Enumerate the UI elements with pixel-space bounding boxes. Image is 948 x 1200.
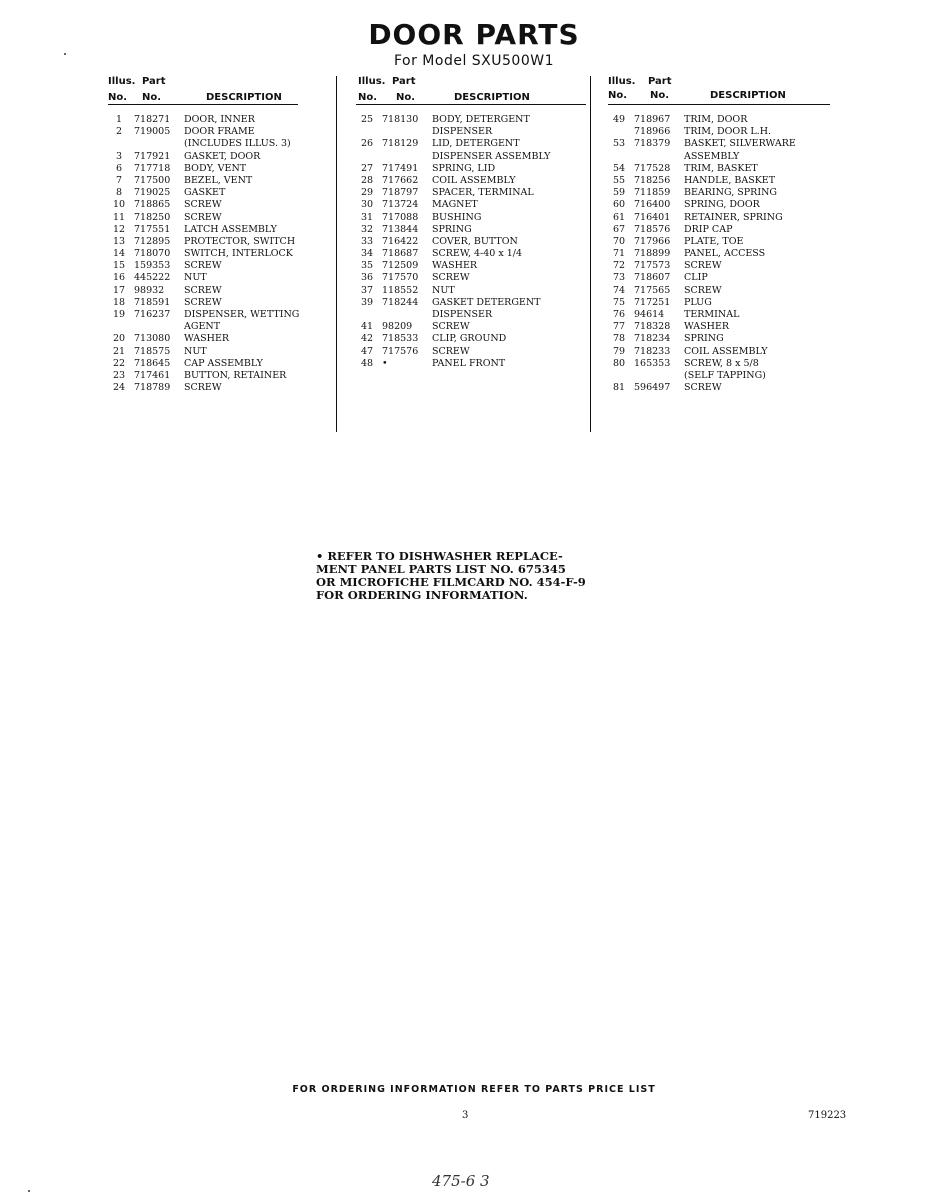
- part-description: WASHER: [684, 321, 730, 333]
- illus-number: 21: [112, 345, 126, 357]
- part-description: CLIP: [684, 272, 708, 284]
- parts-column-2: [356, 74, 588, 369]
- part-description: DRIP CAP: [684, 223, 733, 235]
- part-number: 719005: [134, 126, 171, 138]
- part-description: DISPENSER, WETTING: [184, 309, 300, 320]
- part-number: 718130: [382, 114, 419, 125]
- illus-number: 1: [115, 114, 123, 125]
- header-rule: [608, 104, 830, 105]
- illus-number: 23: [112, 369, 126, 381]
- part-number: 717461: [134, 369, 171, 381]
- header-description: DESCRIPTION: [710, 90, 786, 101]
- part-number: 717576: [382, 345, 419, 357]
- header-description: DESCRIPTION: [454, 92, 530, 103]
- illus-number: 39: [360, 296, 374, 308]
- illus-number: 6: [115, 162, 123, 174]
- part-number: 718687: [382, 248, 419, 260]
- illus-number: 75: [612, 296, 626, 308]
- part-description: DOOR, INNER: [184, 114, 255, 125]
- part-number: 596497: [634, 382, 671, 394]
- illus-number: 80: [612, 357, 626, 369]
- part-number: 713724: [382, 199, 419, 211]
- illus-number: 36: [360, 272, 374, 284]
- note-line: OR MICROFICHE FILMCARD NO. 454-F-9: [316, 575, 586, 589]
- part-description: SCREW, 8 x 5/8: [684, 357, 759, 369]
- part-description: BEZEL, VENT: [184, 174, 253, 186]
- part-number: 717966: [634, 235, 671, 247]
- part-number: 718328: [634, 321, 671, 333]
- part-description: COIL ASSEMBLY: [684, 345, 768, 357]
- part-number: 712509: [382, 260, 419, 272]
- illus-number: 26: [360, 138, 374, 150]
- part-number: 716237: [134, 309, 171, 320]
- column-divider: [590, 76, 591, 432]
- parts-column-3: [608, 74, 836, 394]
- part-number: 717570: [382, 272, 419, 284]
- part-description: SCREW: [184, 260, 222, 272]
- illus-number: 53: [612, 138, 626, 150]
- header-illus: Illus.: [608, 76, 636, 87]
- part-number: 716422: [382, 235, 419, 247]
- part-description: BEARING, SPRING: [684, 187, 777, 199]
- illus-number: 10: [112, 199, 126, 211]
- header-no-part: No.: [650, 90, 670, 101]
- scan-speck: [28, 1190, 30, 1192]
- illus-number: 81: [612, 382, 626, 394]
- part-number: 717551: [134, 223, 171, 235]
- header-rule: [108, 104, 298, 105]
- illus-number: 17: [112, 284, 126, 296]
- part-description: NUT: [184, 272, 207, 284]
- illus-number: 22: [112, 357, 126, 369]
- part-number: 718533: [382, 333, 419, 345]
- illus-number: 33: [360, 235, 374, 247]
- part-description: DOOR FRAME: [184, 126, 255, 138]
- part-description: PROTECTOR, SWITCH: [184, 235, 296, 247]
- part-description: SCREW: [432, 272, 470, 284]
- part-number: 118552: [382, 284, 419, 296]
- header-illus: Illus.: [358, 76, 386, 87]
- part-description: NUT: [184, 345, 207, 357]
- part-description: TRIM, DOOR L.H.: [684, 126, 772, 138]
- part-number: 717921: [134, 150, 171, 162]
- part-number: 159353: [134, 260, 171, 272]
- illus-number: 18: [112, 296, 126, 308]
- part-description: DISPENSER ASSEMBLY: [432, 150, 551, 162]
- illus-number: 41: [360, 321, 374, 333]
- part-description: SPRING, DOOR: [684, 199, 760, 211]
- part-description: SCREW: [684, 260, 722, 272]
- part-description: SCREW, 4-40 x 1/4: [432, 248, 523, 260]
- illus-number: 24: [112, 382, 126, 394]
- illus-number: 78: [612, 333, 626, 345]
- part-number: 717565: [634, 284, 671, 296]
- part-description: BUSHING: [432, 211, 482, 223]
- part-description: BODY, VENT: [184, 162, 247, 174]
- part-number: 718070: [134, 248, 171, 260]
- part-number: 711859: [634, 187, 671, 199]
- part-description: GASKET, DOOR: [184, 150, 261, 162]
- header-illus: Illus.: [108, 76, 136, 87]
- part-description: AGENT: [184, 321, 221, 333]
- header-part: Part: [142, 76, 166, 87]
- illus-number: 11: [112, 211, 126, 223]
- illus-number: 13: [112, 235, 126, 247]
- part-description: GASKET: [184, 187, 226, 199]
- part-description: (SELF TAPPING): [684, 369, 766, 381]
- illus-number: 31: [360, 211, 374, 223]
- part-description: TRIM, DOOR: [684, 114, 748, 125]
- part-number: 717528: [634, 162, 671, 174]
- part-number: 717573: [634, 260, 671, 272]
- part-number: 718966: [634, 126, 671, 138]
- header-no-part: No.: [142, 92, 162, 103]
- illus-number: 71: [612, 248, 626, 260]
- part-number: 719025: [134, 187, 171, 199]
- header-description: DESCRIPTION: [206, 92, 282, 103]
- part-number: 718233: [634, 345, 671, 357]
- page-title: DOOR PARTS: [368, 18, 580, 51]
- part-number: 98932: [134, 284, 165, 296]
- illus-number: 14: [112, 248, 126, 260]
- illus-number: 77: [612, 321, 626, 333]
- illus-number: 15: [112, 260, 126, 272]
- part-number: 718576: [634, 223, 671, 235]
- illus-number: 28: [360, 174, 374, 186]
- illus-number: 59: [612, 187, 626, 199]
- illus-number: 60: [612, 199, 626, 211]
- scan-speck: [64, 53, 66, 55]
- header-no-part: No.: [396, 92, 416, 103]
- illus-number: 42: [360, 333, 374, 345]
- part-number: 718607: [634, 272, 671, 284]
- part-number: 718234: [634, 333, 671, 345]
- part-number: 718250: [134, 211, 171, 223]
- part-number: 716400: [634, 199, 671, 211]
- replacement-panel-note: [316, 550, 616, 602]
- part-number: 718789: [134, 382, 171, 394]
- part-description: SCREW: [432, 321, 470, 333]
- part-description: PANEL FRONT: [432, 357, 506, 369]
- column-header: [108, 74, 330, 106]
- illus-number: 74: [612, 284, 626, 296]
- part-number: •: [382, 357, 388, 369]
- illus-number: 67: [612, 223, 626, 235]
- illus-number: 30: [360, 199, 374, 211]
- illus-number: 27: [360, 162, 374, 174]
- part-description: ASSEMBLY: [684, 150, 740, 162]
- part-number: 718967: [634, 114, 671, 125]
- part-description: SCREW: [684, 382, 722, 394]
- part-description: (INCLUDES ILLUS. 3): [184, 138, 291, 150]
- page-number: 3: [462, 1110, 469, 1121]
- part-number: 718271: [134, 114, 171, 125]
- part-description: COVER, BUTTON: [432, 235, 518, 247]
- illus-number: 73: [612, 272, 626, 284]
- part-number: 718575: [134, 345, 171, 357]
- part-description: SCREW: [432, 345, 470, 357]
- part-description: BUTTON, RETAINER: [184, 369, 287, 381]
- illus-number: 29: [360, 187, 374, 199]
- part-description: DISPENSER: [432, 126, 493, 138]
- part-number: 713844: [382, 223, 419, 235]
- illus-number: 19: [112, 309, 126, 320]
- part-number: 717718: [134, 162, 171, 174]
- column-header: [608, 74, 836, 106]
- part-description: SPRING: [684, 333, 724, 345]
- part-description: PLUG: [684, 296, 712, 308]
- part-number: 98209: [382, 321, 413, 333]
- part-description: PANEL, ACCESS: [684, 248, 766, 260]
- part-number: 718899: [634, 248, 671, 260]
- illus-number: 32: [360, 223, 374, 235]
- part-description: WASHER: [184, 333, 230, 345]
- part-number: 717088: [382, 211, 419, 223]
- column-header: [356, 74, 588, 106]
- part-number: 717662: [382, 174, 419, 186]
- part-description: SPRING, LID: [432, 162, 496, 174]
- part-number: 718379: [634, 138, 671, 150]
- part-description: SPACER, TERMINAL: [432, 187, 534, 199]
- part-description: SCREW: [184, 382, 222, 394]
- part-number: 717251: [634, 296, 671, 308]
- header-part: Part: [648, 76, 672, 87]
- illus-number: 79: [612, 345, 626, 357]
- part-description: SCREW: [184, 199, 222, 211]
- header-part: Part: [392, 76, 416, 87]
- illus-number: 34: [360, 248, 374, 260]
- header-no-illus: No.: [108, 92, 128, 103]
- parts-column-1: [108, 74, 330, 394]
- part-number: 718865: [134, 199, 171, 211]
- part-description: RETAINER, SPRING: [684, 211, 783, 223]
- part-number: 445222: [134, 272, 171, 284]
- part-description: BASKET, SILVERWARE: [684, 138, 796, 150]
- part-number: 718591: [134, 296, 171, 308]
- illus-number: 12: [112, 223, 126, 235]
- part-description: MAGNET: [432, 199, 478, 211]
- part-description: SCREW: [184, 284, 222, 296]
- handwritten-note: 475-6 3: [432, 1172, 490, 1190]
- illus-number: 70: [612, 235, 626, 247]
- part-description: SCREW: [684, 284, 722, 296]
- illus-number: 2: [115, 126, 123, 138]
- part-description: SCREW: [184, 211, 222, 223]
- illus-number: 49: [612, 114, 626, 125]
- part-description: BODY, DETERGENT: [432, 114, 530, 125]
- illus-number: 47: [360, 345, 374, 357]
- part-description: CLIP, GROUND: [432, 333, 507, 345]
- note-line: MENT PANEL PARTS LIST NO. 675345: [316, 562, 566, 576]
- illus-number: 72: [612, 260, 626, 272]
- part-number: 718129: [382, 138, 419, 150]
- part-number: 165353: [634, 357, 671, 369]
- part-description: SPRING: [432, 223, 472, 235]
- illus-number: 3: [115, 150, 123, 162]
- part-number: 717500: [134, 174, 171, 186]
- document-number: 719223: [808, 1110, 847, 1121]
- illus-number: 7: [115, 174, 123, 186]
- part-description: DISPENSER: [432, 309, 493, 320]
- illus-number: 16: [112, 272, 126, 284]
- header-no-illus: No.: [358, 92, 378, 103]
- header-no-illus: No.: [608, 90, 628, 101]
- part-description: GASKET DETERGENT: [432, 296, 541, 308]
- illus-number: 54: [612, 162, 626, 174]
- part-number: 712895: [134, 235, 171, 247]
- illus-number: 20: [112, 333, 126, 345]
- part-number: 718244: [382, 296, 419, 308]
- illus-number: 25: [360, 114, 374, 125]
- part-description: CAP ASSEMBLY: [184, 357, 263, 369]
- part-description: NUT: [432, 284, 455, 296]
- illus-number: 35: [360, 260, 374, 272]
- illus-number: 8: [115, 187, 123, 199]
- header-rule: [356, 104, 586, 105]
- part-number: 718645: [134, 357, 171, 369]
- ordering-footer: FOR ORDERING INFORMATION REFER TO PARTS PRICE LIST: [292, 1084, 656, 1095]
- part-description: LATCH ASSEMBLY: [184, 223, 277, 235]
- part-number: 94614: [634, 309, 665, 320]
- part-description: SWITCH, INTERLOCK: [184, 248, 293, 260]
- illus-number: 76: [612, 309, 626, 320]
- part-description: LID, DETERGENT: [432, 138, 520, 150]
- note-line: • REFER TO DISHWASHER REPLACE-: [316, 549, 563, 563]
- part-description: WASHER: [432, 260, 478, 272]
- part-description: SCREW: [184, 296, 222, 308]
- part-description: PLATE, TOE: [684, 235, 744, 247]
- part-number: 718797: [382, 187, 419, 199]
- part-description: COIL ASSEMBLY: [432, 174, 516, 186]
- illus-number: 48: [360, 357, 374, 369]
- note-line: FOR ORDERING INFORMATION.: [316, 588, 528, 602]
- part-description: TRIM, BASKET: [684, 162, 758, 174]
- part-description: TERMINAL: [684, 309, 740, 320]
- model-subtitle: For Model SXU500W1: [393, 53, 554, 69]
- part-number: 713080: [134, 333, 171, 345]
- illus-number: 55: [612, 174, 626, 186]
- part-description: HANDLE, BASKET: [684, 174, 776, 186]
- part-number: 718256: [634, 174, 671, 186]
- illus-number: 37: [360, 284, 374, 296]
- column-divider: [336, 76, 337, 432]
- illus-number: 61: [612, 211, 626, 223]
- part-number: 716401: [634, 211, 671, 223]
- part-number: 717491: [382, 162, 419, 174]
